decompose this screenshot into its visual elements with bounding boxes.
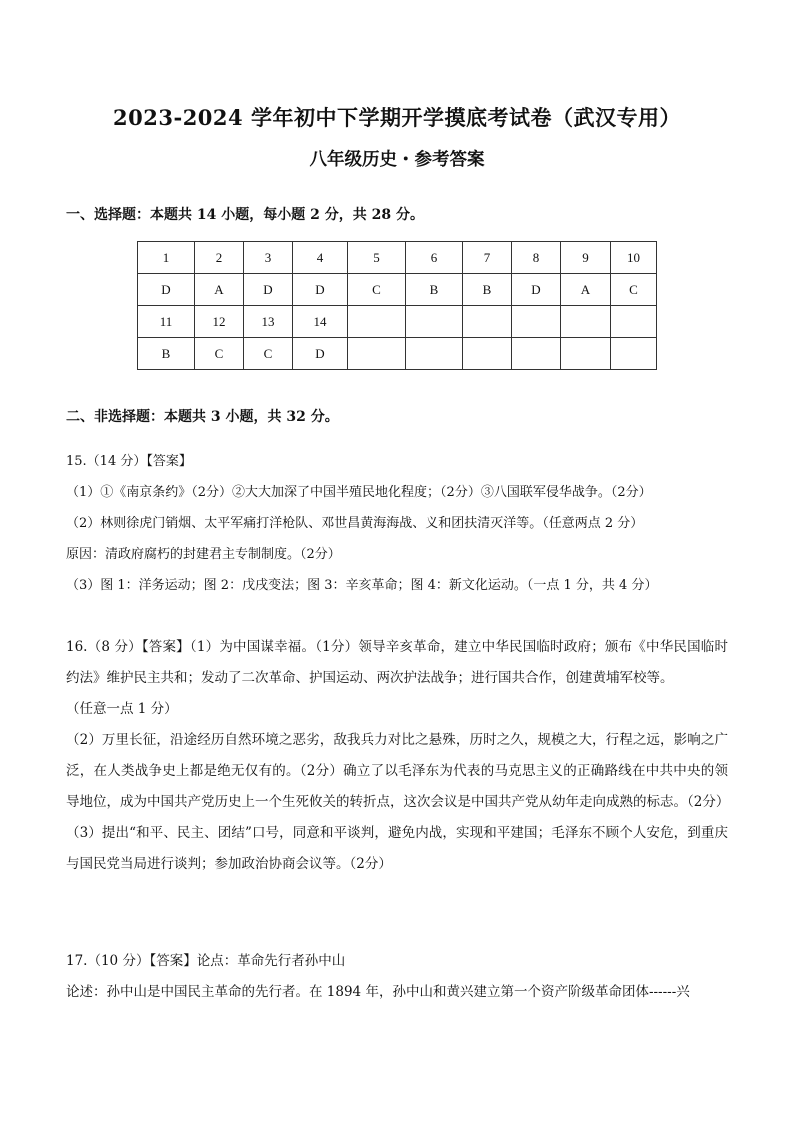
answer-paragraph: （3）提出“和平、民主、团结”口号，同意和平谈判，避免内战，实现和平建国；毛泽东不顾个人安危，到重庆与国民党当局进行谈判；参加政治协商会议等。（2分） [66,825,728,872]
table-cell: B [138,338,195,370]
answer-line: 原因：清政府腐朽的封建君主专制制度。（2分） [66,547,341,562]
table-cell [561,306,611,338]
answer-line: 论述：孙中山是中国民主革命的先行者。在 1894 年，孙中山和黄兴建立第一个资产阶级革命团体------兴 [66,984,690,1000]
table-cell: D [512,274,561,306]
table-cell: 6 [406,242,463,274]
section-1-heading: 一、选择题：本题共 14 小题，每小题 2 分，共 28 分。 [66,207,424,223]
table-cell [348,306,406,338]
question-16-answer [66,632,728,880]
answer-line: （2）林则徐虎门销烟、太平军痛打洋枪队、邓世昌黄海海战、义和团扶清灭洋等。（任意两点 2 分） [66,516,644,531]
table-cell: C [244,338,293,370]
table-cell [406,306,463,338]
table-cell: D [138,274,195,306]
table-cell: D [293,274,348,306]
table-cell: 10 [611,242,657,274]
table-cell: 9 [561,242,611,274]
answer-line: （任意一点 1 分） [66,701,178,717]
table-cell [406,338,463,370]
table-cell [561,338,611,370]
table-cell: C [611,274,657,306]
answer-line: （1）①《南京条约》（2分）②大大加深了中国半殖民地化程度；（2分）③八国联军侵华战争。（2分） [66,485,652,500]
table-cell: 8 [512,242,561,274]
table-row [138,274,657,306]
table-row [138,338,657,370]
table-cell: 7 [463,242,512,274]
table-row [138,242,657,274]
section-2-heading: 二、非选择题：本题共 3 小题，共 32 分。 [66,409,339,425]
table-cell: D [293,338,348,370]
table-cell [348,338,406,370]
table-cell: A [195,274,244,306]
table-cell: B [406,274,463,306]
table-cell [512,338,561,370]
table-cell: 1 [138,242,195,274]
question-15-heading: 15.（14 分）【答案】 [66,454,192,469]
table-cell [463,338,512,370]
table-cell: 2 [195,242,244,274]
page-title: 2023-2024 学年初中下学期开学摸底考试卷（武汉专用） [113,105,681,130]
question-15-answer [66,446,728,601]
question-17-heading: 17.（10 分）【答案】论点：革命先行者孙中山 [66,953,346,969]
table-cell: 13 [244,306,293,338]
table-cell [463,306,512,338]
table-cell: 4 [293,242,348,274]
answer-line: （3）图 1：洋务运动；图 2：戊戌变法；图 3：辛亥革命；图 4：新文化运动。（一点 1 分，共 4 分） [66,578,658,593]
table-cell: C [195,338,244,370]
answer-paragraph: （2）万里长征，沿途经历自然环境之恶劣，敌我兵力对比之悬殊，历时之久，规模之大，行程之远，影响之广泛，在人类战争史上都是绝无仅有的。（2分）确立了以毛泽东为代表的马克思主义的正确路线在中共中央的领导地位，成为中国共产党历史上一个生死攸关的转折点，这次会议是中国共产党从幼年走向成熟的标志。（2分） [66,732,730,810]
table-cell: A [561,274,611,306]
answer-paragraph: 16.（8 分）【答案】（1）为中国谋幸福。（1分）领导辛亥革命，建立中华民国临时政府；颁布《中华民国临时约法》维护民主共和；发动了二次革命、护国运动、两次护法战争；进行国共合作，创建黄埔军校等。 [66,639,728,686]
answer-table [137,241,657,370]
table-cell: 5 [348,242,406,274]
table-cell [611,338,657,370]
table-row [138,306,657,338]
table-cell [512,306,561,338]
page-subtitle: 八年级历史・参考答案 [309,150,485,170]
table-cell: 12 [195,306,244,338]
table-cell: C [348,274,406,306]
table-cell: 11 [138,306,195,338]
table-cell: B [463,274,512,306]
table-cell: D [244,274,293,306]
table-cell: 3 [244,242,293,274]
question-17-answer [66,946,728,1008]
table-cell [611,306,657,338]
table-cell: 14 [293,306,348,338]
